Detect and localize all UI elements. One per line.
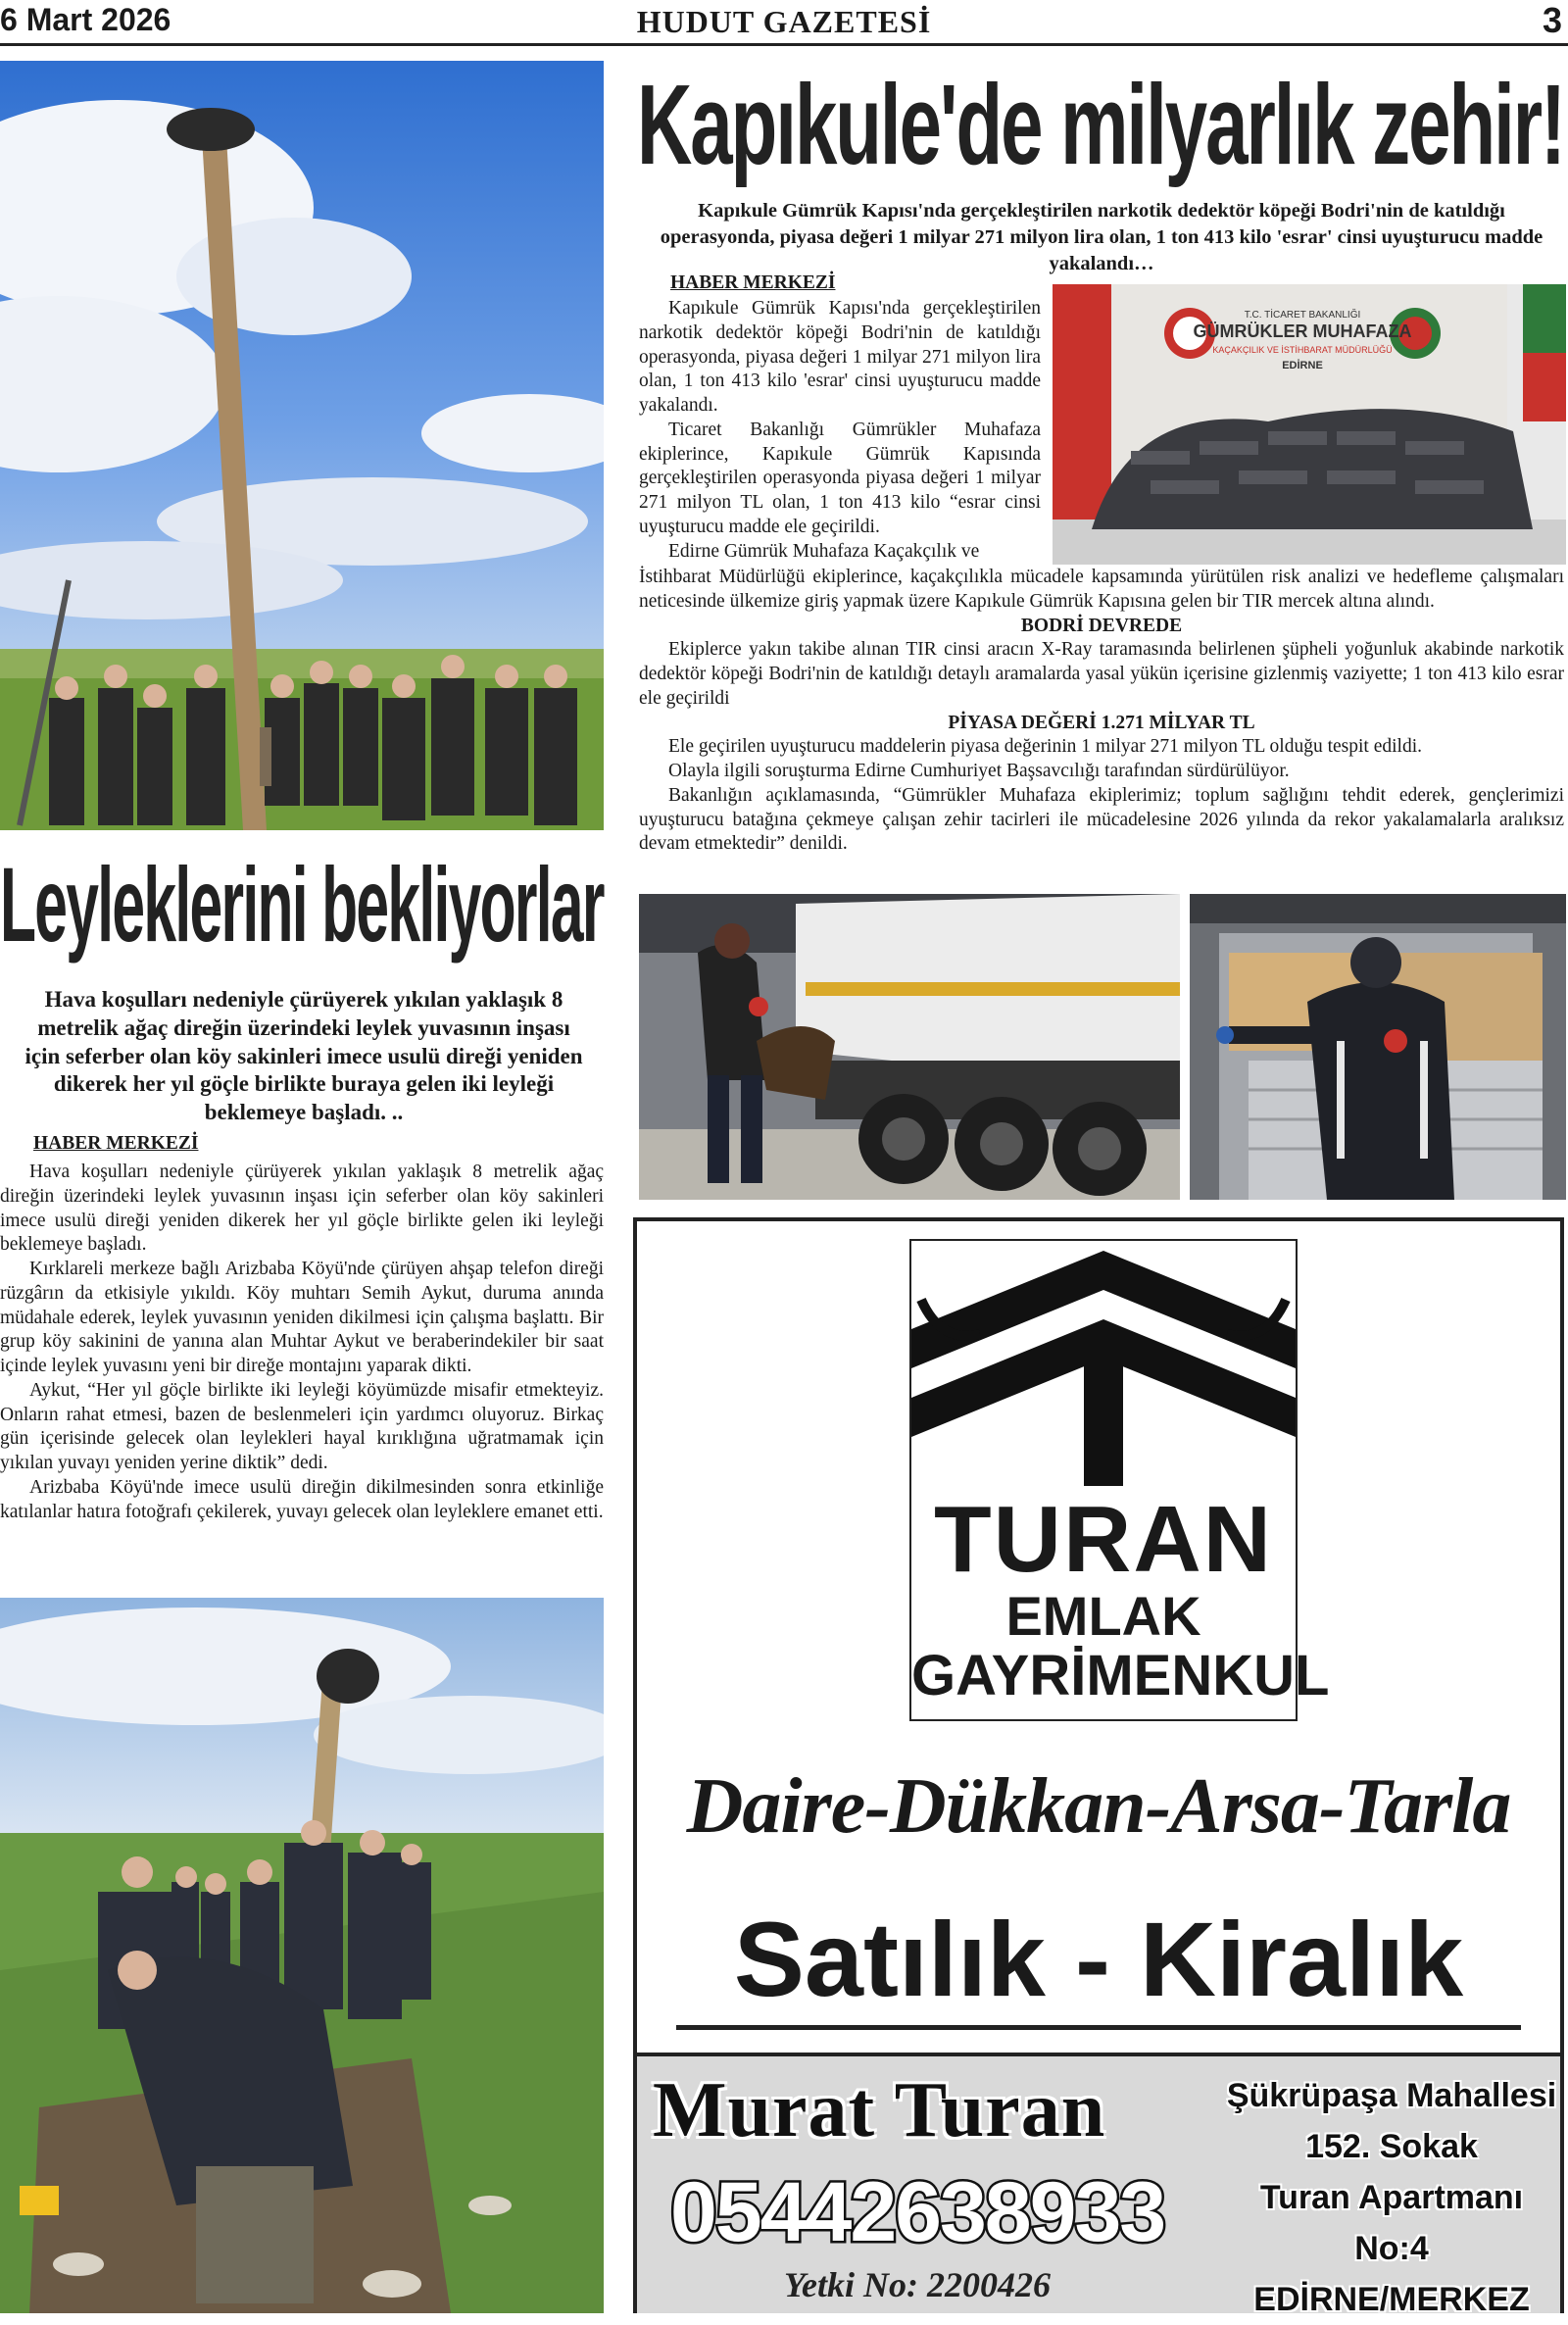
paragraph: Ticaret Bakanlığı Gümrükler Muhafaza ekiplerince, Kapıkule Gümrük Kapısında gerçekleştirilen operasyonda piyasa değeri 1 milyar 271 milyon TL olan, 1 ton 413 kilo “esrar cinsi uyuşturucu madde ele geçirildi. [639, 419, 1041, 537]
agent-name: Murat Turan [653, 2067, 1106, 2153]
paragraph: Kırklareli merkeze bağlı Arizbaba Köyü'nde çürüyen ahşap telefon direği rüzgârın da etkisiyle yıkıldı. Köy muhtarı Semih Aykut, duruma anında müdahale ederek, leylek yuvasının yeniden dikilmesi için çalışma başlattı. Bir grup köy sakinini de yanına alan Muhtar Aykut ve beraberindekiler bir saat içinde leylek yuvasını yeni bir direğe montajını yaparak dikti. [0, 1259, 604, 1376]
headline-storks: Leyleklerini bekliyorlar [0, 845, 604, 964]
villagers-raising-pole-photo [0, 1598, 604, 2313]
body-kapikule-bottom [639, 566, 1564, 857]
paragraph: Ekiplerce yakın takibe alınan TIR cinsi aracın X-Ray taramasında belirlenen şüpheli yoğunluk akabinde narkotik dedektör köpeği Bodri'nin de katıldığı detaylı aramalarda yasal yükün içerisine gizlenmiş vaziyette; 1 ton 413 kilo esrar ele geçirildi [639, 639, 1564, 709]
paragraph: Bakanlığın açıklamasında, “Gümrükler Muhafaza ekiplerimiz; toplum sağlığını tehdit ederek, gençlerimizi uyuşturucu batağına çekmeye çalışan zehir tacirleri ile mücadelesine 2026 yılında da rekor yakalamalarla aralıksız devam etmektedir” denildi. [639, 784, 1564, 855]
spot-storks: Hava koşulları nedeniyle çürüyerek yıkılan yaklaşık 8 metrelik ağaç direğin üzerindeki leylek yuvasının inşası için seferber olan köy sakinleri imece usulü direği yeniden dikerek her yıl göçle birlikte buraya gelen iki leyleği beklemeye başladı. .. [24, 987, 583, 1124]
phone-number: 05442638933 [670, 2165, 1165, 2259]
address-line: EDİRNE/MERKEZ [1253, 2281, 1530, 2318]
paragraph: İstihbarat Müdürlüğü ekiplerince, kaçakçılıkla mücadele kapsamında yürütülen risk analizi ve hedefleme çalışmaları neticesinde ülkemize giriş yapmak üzere Kapıkule Gümrük Kapısına gelen bir TIR mercek altına alındı. [639, 567, 1564, 612]
photo-banner-line1: T.C. TİCARET BAKANLIĞI [1244, 310, 1361, 321]
address-line: Turan Apartmanı No:4 [1259, 2179, 1524, 2267]
body-kapikule-top [639, 297, 1041, 564]
paragraph: Arizbaba Köyü'nde imece usulü direğin dikilmesinden sonra etkinliğe katılanlar hatıra fotoğrafı çekilerek, yuvayı gelecek olan leyleklere emanet etti. [0, 1476, 604, 1522]
address-line: 152. Sokak [1305, 2128, 1478, 2165]
logo-gayrimenkul: GAYRİMENKUL [911, 1644, 1330, 1707]
real-estate-advert [633, 1217, 1564, 2318]
spot-kapikule: Kapıkule Gümrük Kapısı'nda gerçekleştirilen narkotik dedektör köpeği Bodri'nin de katıldığı operasyonda, piyasa değeri 1 milyar 271 milyon lira olan, 1 ton 413 kilo 'esrar' cinsi uyuşturucu madde yakalandı… [660, 200, 1544, 275]
masthead [0, 0, 1568, 46]
address [1223, 2070, 1560, 2325]
newspaper-name: HUDUT GAZETESİ [636, 4, 932, 39]
body-storks [0, 1161, 604, 1524]
headline-kapikule: Kapıkule'de milyarlık zehir! [637, 61, 1565, 188]
paragraph: Olayla ilgili soruşturma Edirne Cumhuriyet Başsavcılığı tarafından sürdürülüyor. [668, 761, 1290, 781]
paragraph: Kapıkule Gümrük Kapısı'nda gerçekleştirilen narkotik dedektör köpeği Bodri'nin de katıldığı operasyonda, piyasa değeri 1 milyar 271 milyon lira olan, 1 ton 413 kilo 'esrar' cinsi uyuşturucu madde yakalandı. [639, 298, 1041, 416]
paragraph: Hava koşulları nedeniyle çürüyerek yıkılan yaklaşık 8 metrelik ağaç direğin üzerindeki leylek yuvasının inşası için seferber olan köy sakinleri imece usulü direği yeniden dikerek her yıl göçle birlikte gelen iki leyleği beklemeye başladı. [0, 1162, 604, 1256]
issue-date: 6 Mart 2026 [0, 2, 172, 37]
address-line: Şükrüpaşa Mahallesi [1226, 2077, 1557, 2114]
logo-turan: TURAN [934, 1487, 1273, 1592]
logo-emlak: EMLAK [1005, 1585, 1201, 1647]
page-number: 3 [1542, 0, 1562, 40]
roof-icon [911, 1241, 1296, 1486]
property-types: Daire-Dükkan-Arsa-Tarla [686, 1763, 1511, 1850]
turan-logo [909, 1239, 1330, 1721]
detector-dog-truck-photo [639, 894, 1180, 1200]
officer-inspection-photo [1190, 894, 1566, 1200]
paragraph: Edirne Gümrük Muhafaza Kaçakçılık ve [668, 540, 980, 562]
divider [676, 2025, 1521, 2030]
paragraph: Aykut, “Her yıl göçle birlikte iki leyleği köyümüzde misafir etmekteyiz. Onların rahat etmesi, bazen de beslenmeleri için yardımcı oluyoruz. Birkaç gün içerisinde gelecek olan leylekleri hayal kırıklığına uğratmamak için yıkılan yuvayı yeniden yerine diktik” dedi. [0, 1379, 604, 1473]
subhead-bodri: BODRİ DEVREDE [1020, 615, 1183, 636]
paragraph: Ele geçirilen uyuşturucu maddelerin piyasa değerinin 1 milyar 271 milyon TL olduğu tespit edildi. [668, 736, 1422, 758]
byline-storks: HABER MERKEZİ [33, 1133, 199, 1154]
photo-banner-line3: KAÇAKÇILIK VE İSTİHBARAT MÜDÜRLÜĞÜ [1212, 345, 1393, 355]
license-number: Yetki No: 2200426 [784, 2265, 1051, 2304]
subhead-value: PİYASA DEĞERİ 1.271 MİLYAR TL [948, 712, 1255, 733]
sale-rent-label: Satılık - Kiralık [733, 1900, 1464, 2018]
contact-panel [637, 2053, 1560, 2318]
photo-banner-line2: GÜMRÜKLER MUHAFAZA [1193, 322, 1412, 341]
seized-drugs-photo [1053, 284, 1566, 565]
stork-nest-group-photo [0, 61, 604, 830]
byline-kapikule: HABER MERKEZİ [670, 272, 836, 293]
photo-banner-line4: EDİRNE [1282, 360, 1323, 371]
